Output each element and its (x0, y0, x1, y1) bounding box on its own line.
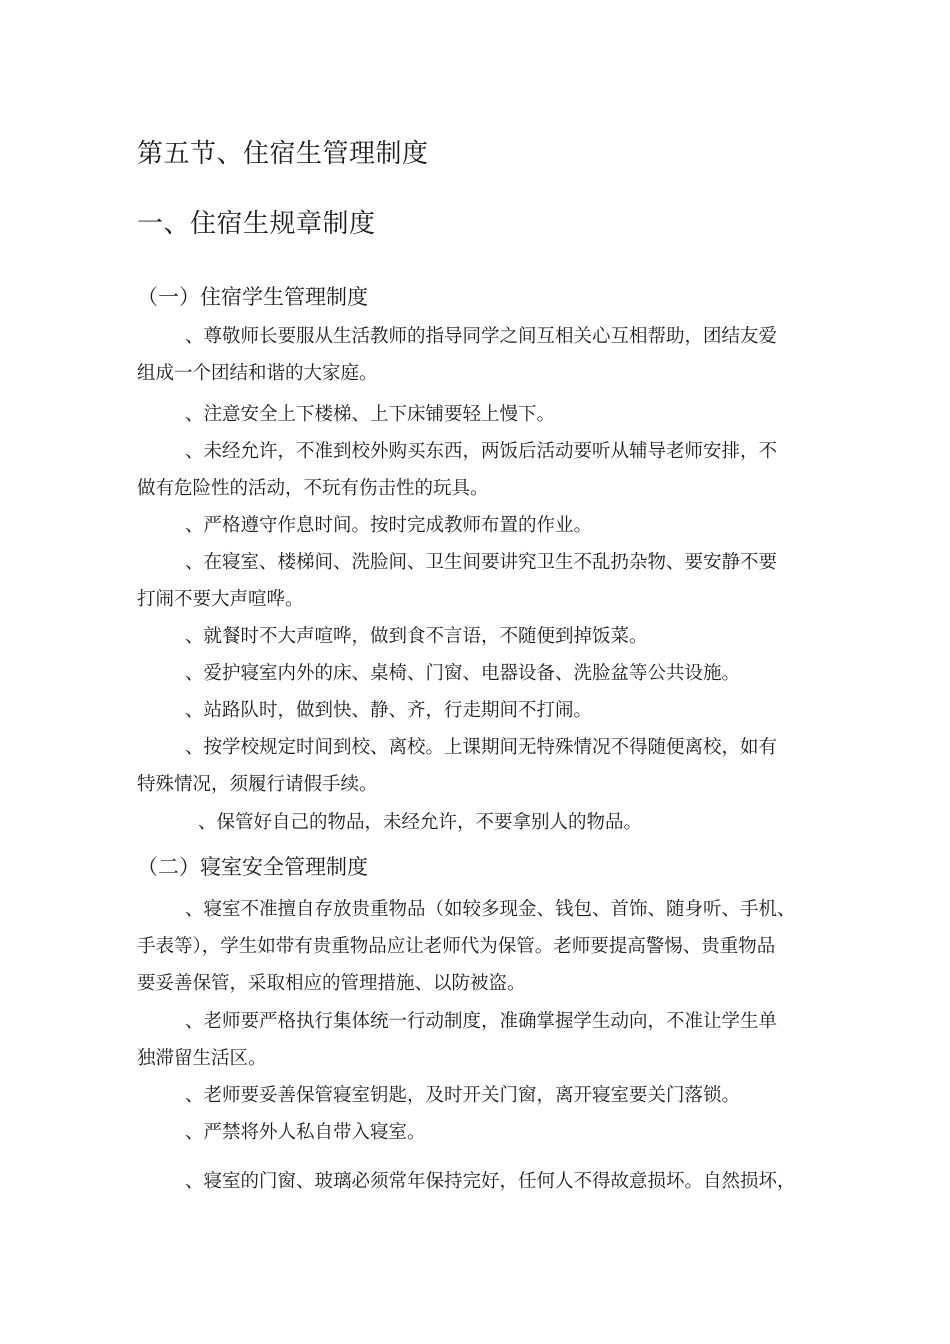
rule-line: 、爱护寝室内外的床、桌椅、门窗、电器设备、洗脸盆等公共设施。 (185, 663, 741, 684)
rule-line: 、未经允许，不准到校外购买东西，两饭后活动要听从辅导老师安排，不 (185, 441, 778, 462)
rule-line: 、严格遵守作息时间。按时完成教师布置的作业。 (185, 515, 593, 536)
rule-line: 、保管好自己的物品，未经允许，不要拿别人的物品。 (198, 812, 643, 833)
rule-item (137, 1010, 827, 1071)
chapter-title: 一、住宿生规章制度 (137, 209, 376, 239)
rule-item (137, 551, 827, 612)
rule-line: 组成一个团结和谐的大家庭。 (137, 363, 378, 384)
rule-line: 、站路队时，做到快、静、齐，行走期间不打闹。 (185, 700, 593, 721)
rule-line: 、按学校规定时间到校、离校。上课期间无特殊情况不得随便离校，如有 (185, 737, 778, 758)
rule-line: 、严禁将外人私自带入寝室。 (185, 1122, 426, 1143)
rule-item (137, 811, 827, 835)
rule-line: 、尊敬师长要服从生活教师的指导同学之间互相关心互相帮助，团结友爱 (185, 326, 778, 347)
rule-item (137, 625, 827, 649)
rule-line: 、寝室不准擅自存放贵重物品（如较多现金、钱包、首饰、随身听、手机、 (185, 899, 796, 920)
rule-item (137, 1084, 827, 1108)
rule-line: 、就餐时不大声喧哗，做到食不言语，不随便到掉饭菜。 (185, 626, 648, 647)
subsection-title-2: （二）寝室安全管理制度 (137, 855, 368, 879)
rule-item (137, 898, 827, 996)
rule-item (137, 1121, 827, 1145)
rule-line: 打闹不要大声喧哗。 (137, 589, 304, 610)
subsection-title-1: （一）住宿学生管理制度 (137, 285, 368, 309)
rule-line: 特殊情况，须履行请假手续。 (137, 774, 378, 795)
rule-line: 、注意安全上下楼梯、上下床铺要轻上慢下。 (185, 404, 556, 425)
rule-item (137, 699, 827, 723)
rule-line: 、老师要严格执行集体统一行动制度，准确掌握学生动向，不准让学生单 (185, 1011, 778, 1032)
rule-item (137, 514, 827, 538)
rule-item (137, 440, 827, 501)
rule-item (137, 736, 827, 797)
rule-line: 要妥善保管，采取相应的管理措施、以防被盗。 (137, 973, 526, 994)
rule-item (137, 403, 827, 427)
rule-line: 、老师要妥善保管寝室钥匙，及时开关门窗，离开寝室要关门落锁。 (185, 1085, 741, 1106)
rule-item (137, 662, 827, 686)
rule-line: 、寝室的门窗、玻璃必须常年保持完好，任何人不得故意损坏。自然损坏， (185, 1171, 796, 1192)
rule-item (137, 1170, 827, 1194)
rule-line: 做有危险性的活动，不玩有伤击性的玩具。 (137, 478, 489, 499)
rule-line: 手表等），学生如带有贵重物品应让老师代为保管。老师要提高警惕、贵重物品 (137, 936, 776, 957)
rule-line: 、在寝室、楼梯间、洗脸间、卫生间要讲究卫生不乱扔杂物、要安静不要 (185, 552, 778, 573)
section-title: 第五节、住宿生管理制度 (137, 139, 429, 169)
rule-item (137, 325, 827, 386)
rule-line: 独滞留生活区。 (137, 1048, 267, 1069)
